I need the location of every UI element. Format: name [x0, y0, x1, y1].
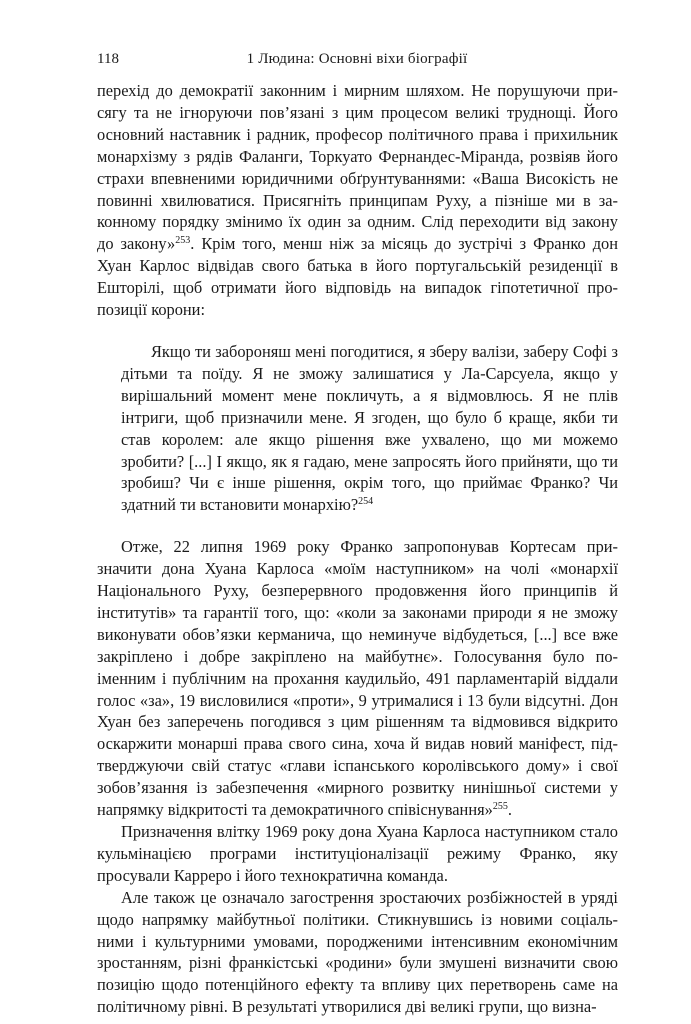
paragraph-3-text: Призначення влітку 1969 року дона Хуана Карлоса наступником стало кульмінацією програми інституціоналізації режиму Франко, яку просували Карреро і його технократична команда.: [97, 822, 618, 885]
page-header: [97, 49, 617, 69]
paragraph-1-text: перехід до демократії законним і мирним шляхом. Не порушуючи при-сягу та не ігноруючи пов’язані з цим процесом великі труднощі. Його основний наставник і радник, професор політичного права і прихильник монархізму з рядів Фаланги, Торкуато Фернандес-Міранда, розвіяв його страхи впевненими юридичними обґрунтуваннями: «Ваша Високість не повинні хвилюватися. Присягніть принципам Руху, а пізніше ми в за-конному порядку змінимо їх один за одним. Слід переходити від закону до закону»: [97, 81, 618, 254]
page-number: 118: [97, 51, 119, 67]
footnote-ref-254: 254: [358, 496, 374, 508]
paragraph-4-text: Але також це означало загострення зростаючих розбіжностей в уряді щодо напрямку майбутньої політики. Стикнувшись із новими соціаль-ними і культурними умовами, породженими інтенсивним економічним зростанням, різні франкістські «родини» були змушені визначити свою позицію щодо потенційного ефекту та впливу цих перетворень саме на політичному рівні. В результаті утворилися дві великі групи, що визна-: [97, 887, 618, 1017]
footnote-ref-255: 255: [492, 801, 508, 813]
paragraph-3: [97, 821, 618, 887]
block-quote: [121, 341, 618, 516]
footnote-ref-253: 253: [175, 235, 191, 247]
body-text: [97, 80, 618, 1018]
paragraph-4: [97, 887, 618, 1018]
paragraph-2: [97, 536, 618, 821]
paragraph-1-text-after: . Крім того, менш ніж за місяць до зустрічі з Франко дон Хуан Карлос відвідав свого батька в його португальській резиденції в Ешторілі, щоб отримати його відповідь на випадок гіпотетичної про-позиції корони:: [97, 234, 619, 320]
quote-text: Якщо ти забороняш мені погодитися, я зберу валізи, заберу Софі з дітьми та поїду. Я не зможу залишатися у Ла-Сарсуела, якщо у вирішальний момент мене покличуть, а я відмовлюсь. Я не плів інтриги, щоб призначили мене. Я згоден, що було б краще, якби ти став королем: але якщо рішення вже ухвалено, що ми можемо зробити? [...] І якщо, як я гадаю, мене запросять його прийняти, що ти зробиш? Чи є інше рішення, окрім того, що приймає Франко? Чи здатний ти встановити монархію?: [121, 341, 618, 515]
running-title: 1 Людина: Основні віхи біографії: [246, 51, 468, 67]
paragraph-2-text: Отже, 22 липня 1969 року Франко запропонував Кортесам при-значити дона Хуана Карлоса «моїм наступником» на чолі «монархії Національного Руху, безперервного продовження його принципів й інститутів» та гарантії того, що: «коли за законами природи я не зможу виконувати обов’язки керманича, що неминуче відбудеться, [...] все вже закріплено і добре закріплено на майбутнє». Голосування було по-іменним і публічним на прохання каудильйо, 491 парламентарій віддали голос «за», 19 висловилися «проти», 9 утрималися і 13 були відсутні. Дон Хуан без заперечень погодився з цим рішенням та відмовився відкрито оскаржити монарші права свого сина, хоча й видав новий маніфест, під-тверджуючи свій статус «глави іспанського королівського дому» і свої зобов’язання із забезпечення «мирного розвитку нинішньої системи у напрямку відкритості та демократичного співіснування»: [97, 537, 618, 820]
paragraph-2-text-after: .: [507, 800, 512, 820]
paragraph-1: [97, 80, 618, 321]
